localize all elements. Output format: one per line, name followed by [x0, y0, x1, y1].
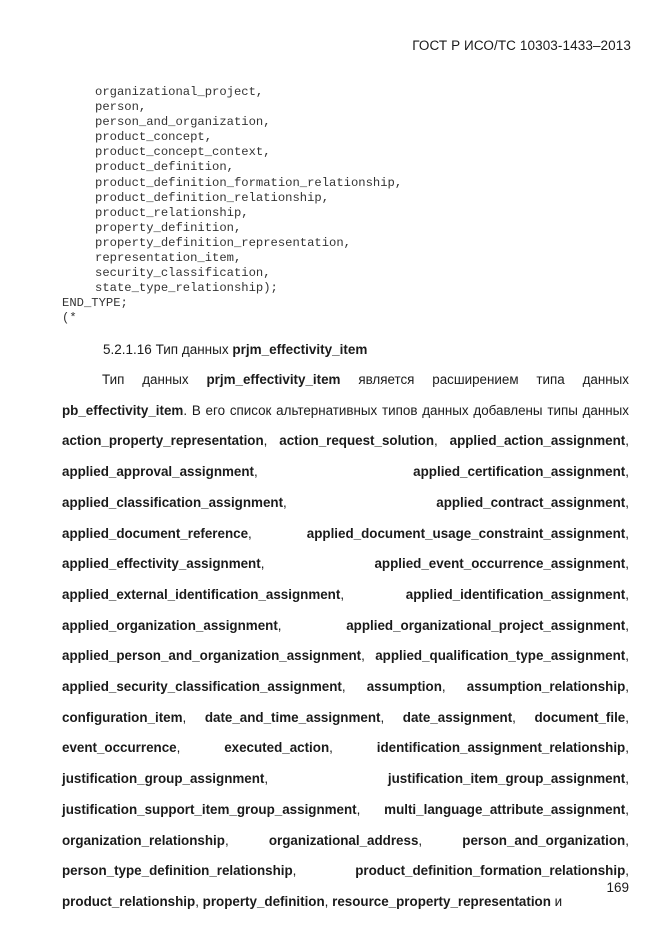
type-name: action_property_representation [62, 433, 264, 449]
paragraph-text: , [380, 709, 403, 725]
code-line: END_TYPE; [62, 296, 128, 311]
code-line: (* [62, 311, 77, 326]
type-name: person_type_definition_relationship [62, 863, 293, 879]
paragraph-text: , [625, 832, 629, 848]
type-name: document_file [534, 709, 626, 725]
type-name: applied_person_and_organization_assignment [62, 648, 362, 664]
paragraph-text: , [418, 832, 463, 848]
code-line: product_definition_relationship, [95, 190, 330, 205]
paragraph-text: , [329, 740, 377, 756]
type-name: applied_approval_assignment [62, 464, 254, 480]
code-line: product_definition, [95, 160, 234, 175]
paragraph-text: , [254, 464, 414, 480]
type-name: product_definition_formation_relationship [355, 863, 626, 879]
paragraph-text: , [195, 893, 203, 909]
type-name: applied_contract_assignment [436, 494, 626, 510]
paragraph-text: , [356, 801, 385, 817]
paragraph-text: , [248, 525, 307, 541]
paragraph-text: , [361, 648, 376, 664]
type-name: multi_language_attribute_assignment [384, 801, 626, 817]
paragraph-text: Тип данных [102, 372, 207, 387]
paragraph-text: , [625, 617, 629, 633]
code-line: security_classification, [95, 266, 271, 281]
code-line: product_definition_formation_relationship, [95, 175, 403, 190]
paragraph-text: , [625, 494, 629, 510]
paragraph-text: , [341, 679, 367, 695]
type-name: organization_relationship [62, 832, 225, 848]
paragraph-text: , [625, 648, 629, 664]
paragraph-text: , [625, 740, 629, 756]
section-title-name: prjm_effectivity_item [232, 342, 368, 357]
type-name: applied_effectivity_assignment [62, 556, 261, 572]
paragraph-text: является расширением типа данных [340, 372, 629, 387]
type-name: justification_support_item_group_assignment [62, 801, 357, 817]
paragraph-text: , [625, 556, 629, 572]
type-name: justification_group_assignment [62, 771, 265, 787]
type-name: assumption [366, 679, 442, 695]
type-name: justification_item_group_assignment [387, 771, 626, 787]
paragraph-text: , [283, 494, 437, 510]
paragraph-text: , [625, 801, 629, 817]
type-name: applied_identification_assignment [405, 586, 626, 602]
type-name: organizational_address [268, 832, 419, 848]
body-paragraph [62, 365, 629, 918]
paragraph-text: , [625, 525, 629, 541]
type-name: applied_organization_assignment [62, 617, 278, 633]
page-number [606, 880, 629, 895]
type-name: assumption_relationship [466, 679, 626, 695]
paragraph-text: , [625, 464, 629, 480]
section-number: 5.2.1.16 [103, 342, 152, 357]
type-name: applied_certification_assignment [413, 464, 626, 480]
page-number-text: 169 [606, 880, 629, 895]
paragraph-text: . В его список альтернативных типов данных добавлены типы данных [183, 402, 629, 418]
type-name: date_and_time_assignment [204, 709, 381, 725]
type-name: pb_effectivity_item [62, 402, 184, 418]
type-name: applied_event_occurrence_assignment [374, 556, 626, 572]
code-line: person_and_organization, [95, 115, 271, 130]
code-line: product_concept, [95, 130, 213, 145]
paragraph-text: , [625, 679, 629, 695]
code-line: property_definition, [95, 220, 242, 235]
paragraph-text: , [340, 586, 406, 602]
paragraph-text: , [176, 740, 225, 756]
type-name: product_relationship [62, 893, 196, 909]
code-line: state_type_relationship); [95, 281, 278, 296]
paragraph-text: , [260, 556, 375, 572]
paragraph-text: , [625, 586, 629, 602]
document-header [412, 38, 631, 53]
paragraph-text: , [625, 863, 629, 879]
paragraph-text: , [625, 433, 629, 449]
type-name: executed_action [224, 740, 330, 756]
document-id: ГОСТ Р ИСО/ТС 10303-1433–2013 [412, 38, 631, 53]
type-name: applied_document_reference [62, 525, 249, 541]
code-line: property_definition_representation, [95, 235, 351, 250]
code-line: person, [95, 100, 147, 115]
type-name: action_request_solution [279, 433, 435, 449]
type-name: date_assignment [402, 709, 513, 725]
type-name: applied_action_assignment [449, 433, 626, 449]
type-name: applied_classification_assignment [62, 494, 284, 510]
type-name: identification_assignment_relationship [376, 740, 626, 756]
paragraph-text: , [625, 771, 629, 787]
type-name: resource_property_representation [332, 893, 551, 909]
express-code-block [62, 85, 402, 327]
section-heading [103, 342, 367, 357]
type-name: property_definition [202, 893, 325, 909]
paragraph-text: , [625, 709, 629, 725]
type-name: applied_document_usage_constraint_assignment [306, 525, 626, 541]
code-line: organizational_project, [95, 85, 264, 99]
type-name: applied_qualification_type_assignment [375, 648, 626, 664]
paragraph-text: , [512, 709, 535, 725]
type-name: applied_security_classification_assignment [62, 679, 342, 695]
paragraph-text: и [550, 893, 563, 909]
code-line: product_relationship, [95, 205, 249, 220]
type-name: applied_external_identification_assignment [62, 586, 341, 602]
paragraph-text: , [292, 863, 356, 879]
paragraph-text: , [324, 893, 333, 909]
paragraph-text: , [182, 709, 205, 725]
paragraph-text: , [264, 771, 388, 787]
type-name: prjm_effectivity_item [206, 372, 341, 387]
type-name: person_and_organization [462, 832, 626, 848]
paragraph-text: , [441, 679, 467, 695]
paragraph-text: , [263, 433, 280, 449]
code-line: representation_item, [95, 251, 242, 266]
code-line: product_concept_context, [95, 145, 271, 160]
section-title-prefix: Тип данных [155, 342, 229, 357]
type-name: configuration_item [62, 709, 183, 725]
paragraph-text: , [224, 832, 269, 848]
paragraph-text: , [277, 617, 347, 633]
type-name: event_occurrence [62, 740, 177, 756]
type-name: applied_organizational_project_assignment [346, 617, 626, 633]
paragraph-text: , [434, 433, 450, 449]
